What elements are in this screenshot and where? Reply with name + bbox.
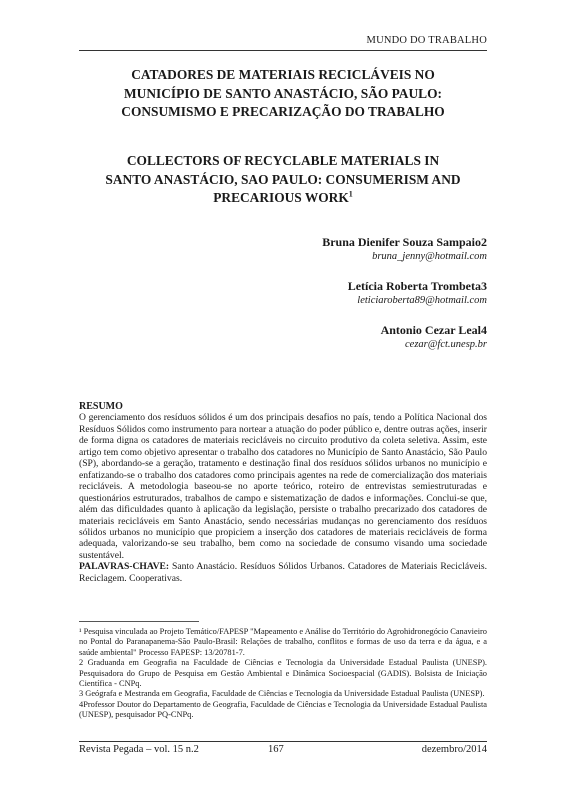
footer-rule xyxy=(79,741,487,742)
author-block xyxy=(322,235,487,264)
issue-date: dezembro/2014 xyxy=(421,744,487,755)
abstract xyxy=(79,401,487,584)
title-en-line: SANTO ANASTÁCIO, SAO PAULO: CONSUMERISM AND xyxy=(105,171,461,187)
footnote-rule xyxy=(79,621,199,622)
page-footer xyxy=(79,744,487,758)
footnote: 3 Geógrafa e Mestranda em Geografia, Faculdade de Ciências e Tecnologia da Universidade Estadual Paulista (UNESP). xyxy=(79,689,485,699)
footnote-mark: 1 xyxy=(348,189,353,199)
author-name: Letícia Roberta Trombeta3 xyxy=(347,279,487,293)
running-head: MUNDO DO TRABALHO xyxy=(366,35,487,46)
title-pt-line: CONSUMISMO E PRECARIZAÇÃO DO TRABALHO xyxy=(121,104,445,120)
journal-citation: Revista Pegada – vol. 15 n.2 xyxy=(79,744,199,755)
author-email: cezar@fct.unesp.br xyxy=(405,339,487,350)
title-en-line: COLLECTORS OF RECYCLABLE MATERIALS IN xyxy=(126,153,440,168)
title-pt-line: CATADORES DE MATERIAIS RECICLÁVEIS NO xyxy=(131,67,435,82)
author-email: leticiaroberta89@hotmail.com xyxy=(357,295,487,306)
title-pt-line: MUNICÍPIO DE SANTO ANASTÁCIO, SÃO PAULO: xyxy=(124,85,442,101)
abstract-heading: RESUMO xyxy=(79,401,123,412)
footnotes xyxy=(79,627,487,721)
author-block xyxy=(381,323,487,352)
author-name: Bruna Dienifer Souza Sampaio2 xyxy=(322,235,487,249)
footnote: 2 Graduanda em Geografia na Faculdade de Ciências e Tecnologia da Universidade Estadual Paulista (UNESP). Pesquisadora do Grupo de Pesquisa em Gestão Ambiental e Dinâmica Socioespacial (GADIS). Bolsista de Iniciação Científica - CNPq. xyxy=(79,658,487,689)
title-en-text: PRECARIOUS WORK xyxy=(213,190,349,206)
footnote: ¹ Pesquisa vinculada ao Projeto Temático/FAPESP "Mapeamento e Análise do Território do Agrohidronegócio Canavieiro no Pontal do Paranapanema-São Paulo-Brasil: Relações de trabalho, conflitos e formas de uso da terra e da água, e a saúde ambiental" Processo FAPESP: 13/20781-7. xyxy=(79,627,487,657)
author-email: bruna_jenny@hotmail.com xyxy=(372,251,487,262)
title-en-line xyxy=(79,189,487,208)
title-english xyxy=(79,152,487,208)
keywords-text: Santo Anastácio. Resíduos Sólidos Urbanos. Catadores de Materiais Recicláveis. Reciclagem. Cooperativas. xyxy=(79,561,487,584)
author-name: Antonio Cezar Leal4 xyxy=(380,323,487,337)
author-block xyxy=(348,279,487,308)
footnote: 4Professor Doutor do Departamento de Geografia, Faculdade de Ciências e Tecnologia da Universidade Estadual Paulista (UNESP), pesquisador PQ-CNPq. xyxy=(79,699,487,720)
page-number: 167 xyxy=(268,744,284,755)
header-rule xyxy=(79,50,487,51)
keywords-label: PALAVRAS-CHAVE: xyxy=(79,561,170,573)
abstract-body: O gerenciamento dos resíduos sólidos é um dos principais desafios no país, tendo a Política Nacional dos Resíduos Sólidos como instrumento para nortear a atuação do poder público e, dentre outras ações, inserir de forma digna os catadores de materiais recicláveis no circuito produtivo da coleta seletiva. Assim, este artigo tem como objetivo apresentar o trabalho dos catadores no Município de Santo Anastácio, São Paulo (SP), abordando-se a geração, tratamento e destinação final dos resíduos sólidos urbanos no município e enfatizando-se o trabalho dos catadores como principais agentes na rede de comercialização dos materiais recicláveis. A metodologia baseou-se no aporte teórico, roteiro de entrevistas semiestruturadas e questionários estruturados, trabalhos de campo e sistematização de dados e informações. Conclui-se que, além das dificuldades quanto à aplicação da legislação, persiste o trabalho precarizado dos catadores de materiais recicláveis em Santo Anastácio, sendo necessárias mudanças no gerenciamento dos resíduos sólidos urbanos no município que propiciem a inserção dos catadores de materiais recicláveis de forma adequada, valorizando-se seu trabalho, bem como na sociedade de consumo visando uma sociedade sustentável. xyxy=(79,412,487,561)
title-portuguese xyxy=(79,66,487,122)
